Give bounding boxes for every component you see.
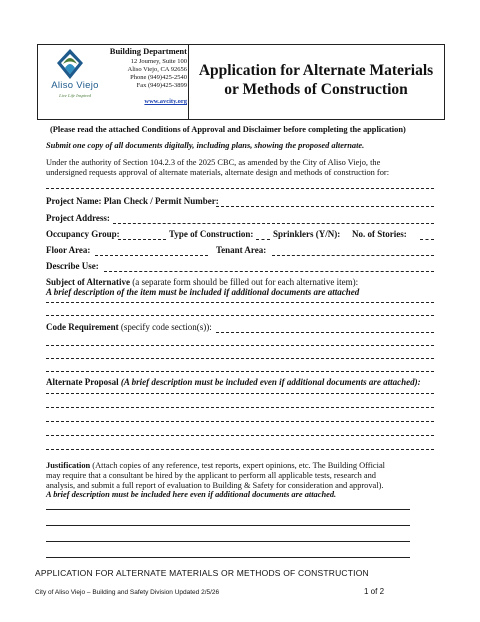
- code-field-line[interactable]: [46, 345, 434, 346]
- description-line[interactable]: [46, 188, 434, 189]
- subject-field-line[interactable]: [46, 315, 434, 316]
- logo-text: Aliso Viejo: [51, 80, 99, 91]
- proposal-field-line[interactable]: [46, 407, 434, 408]
- subject-brief-note: A brief description of the item must be included if additional documents are attached: [46, 287, 360, 297]
- title-line-1: Application for Alternate Materials: [198, 62, 434, 79]
- occupancy-field[interactable]: [118, 239, 166, 240]
- subject-heading: [46, 277, 358, 287]
- justification-text: may require that a consultant be hired by the applicant to perform all applicable tests, research and: [46, 471, 376, 480]
- subject-field-line[interactable]: [46, 302, 434, 303]
- project-address-field[interactable]: [113, 223, 434, 224]
- construction-type-label: Type of Construction:: [169, 229, 254, 239]
- city-logo-icon: [55, 48, 85, 80]
- department-name: Building Department: [109, 46, 187, 56]
- justification-heading: [46, 461, 385, 470]
- floor-area-label: Floor Area:: [46, 245, 91, 255]
- footer-title: APPLICATION FOR ALTERNATE MATERIALS OR METHODS OF CONSTRUCTION: [35, 568, 369, 578]
- justification-field-line[interactable]: [46, 509, 410, 510]
- tenant-area-field[interactable]: [272, 255, 434, 256]
- describe-use-field[interactable]: [104, 271, 434, 272]
- tenant-area-label: Tenant Area:: [216, 245, 267, 255]
- project-name-label: Project Name: Plan Check / Permit Number:: [46, 196, 219, 206]
- subject-note: (a separate form should be filled out for each alternative item):: [129, 277, 359, 287]
- code-label: Code Requirement: [46, 322, 119, 332]
- justification-field-line[interactable]: [46, 525, 410, 526]
- address-line: Aliso Viejo, CA 92656: [127, 66, 187, 73]
- stories-field[interactable]: [420, 239, 434, 240]
- justification-field-line[interactable]: [46, 557, 410, 558]
- proposal-heading: [46, 377, 421, 387]
- page-title: [192, 61, 440, 99]
- proposal-field-line[interactable]: [46, 393, 434, 394]
- justification-brief-note: A brief description must be included here even if additional documents are attached.: [46, 490, 337, 499]
- page-number: 1 of 2: [364, 587, 385, 596]
- describe-use-label: Describe Use:: [46, 261, 99, 271]
- authority-text: Under the authority of Section 104.2.3 of the 2025 CBC, as amended by the City of Aliso Viejo, the: [46, 158, 381, 167]
- authority-text: undersigned requests approval of alternate materials, alternate design and methods of construction for:: [46, 168, 390, 177]
- footer-subtitle: City of Aliso Viejo – Building and Safety Division Updated 2/5/26: [35, 589, 220, 596]
- phone-line: Phone (949)425-2540: [130, 74, 187, 81]
- justification-field-line[interactable]: [46, 541, 410, 542]
- proposal-label: Alternate Proposal: [46, 377, 119, 387]
- floor-area-field[interactable]: [95, 255, 208, 256]
- fax-line: Fax (949)425-3899: [136, 82, 187, 89]
- code-note: (specify code section(s)):: [118, 322, 212, 332]
- project-address-label: Project Address:: [46, 213, 110, 223]
- code-field-line[interactable]: [216, 332, 434, 333]
- occupancy-label: Occupancy Group:: [46, 229, 120, 239]
- proposal-note: (A brief description must be included even if additional documents are attached):: [118, 377, 421, 387]
- logo-tagline: Live Life Inspired: [59, 93, 91, 98]
- code-field-line[interactable]: [46, 371, 434, 372]
- code-field-line[interactable]: [46, 358, 434, 359]
- proposal-field-line[interactable]: [46, 449, 434, 450]
- proposal-field-line[interactable]: [46, 435, 434, 436]
- construction-type-field[interactable]: [256, 239, 270, 240]
- proposal-field-line[interactable]: [46, 421, 434, 422]
- justification-label: Justification: [46, 461, 91, 470]
- code-heading: [46, 322, 212, 332]
- address-line: 12 Journey, Suite 100: [130, 58, 187, 65]
- sprinklers-label: Sprinklers (Y/N):: [273, 229, 341, 239]
- project-name-field[interactable]: [216, 206, 434, 207]
- title-line-2: or Methods of Construction: [224, 81, 408, 98]
- submit-instruction: Submit one copy of all documents digitally, including plans, showing the proposed alternate.: [46, 141, 365, 150]
- stories-label: No. of Stories:: [352, 229, 407, 239]
- website-link[interactable]: www.avcity.org: [144, 98, 187, 105]
- justification-text: analysis, and submit a full report of evaluation to Building & Safety for consideration and approval).: [46, 481, 384, 490]
- subject-label: Subject of Alternative: [46, 277, 130, 287]
- letterhead-divider: [188, 44, 189, 120]
- justification-text: (Attach copies of any reference, test reports, expert opinions, etc. The Building Official: [90, 461, 386, 470]
- notice-text: (Please read the attached Conditions of Approval and Disclaimer before completing the application): [50, 125, 406, 134]
